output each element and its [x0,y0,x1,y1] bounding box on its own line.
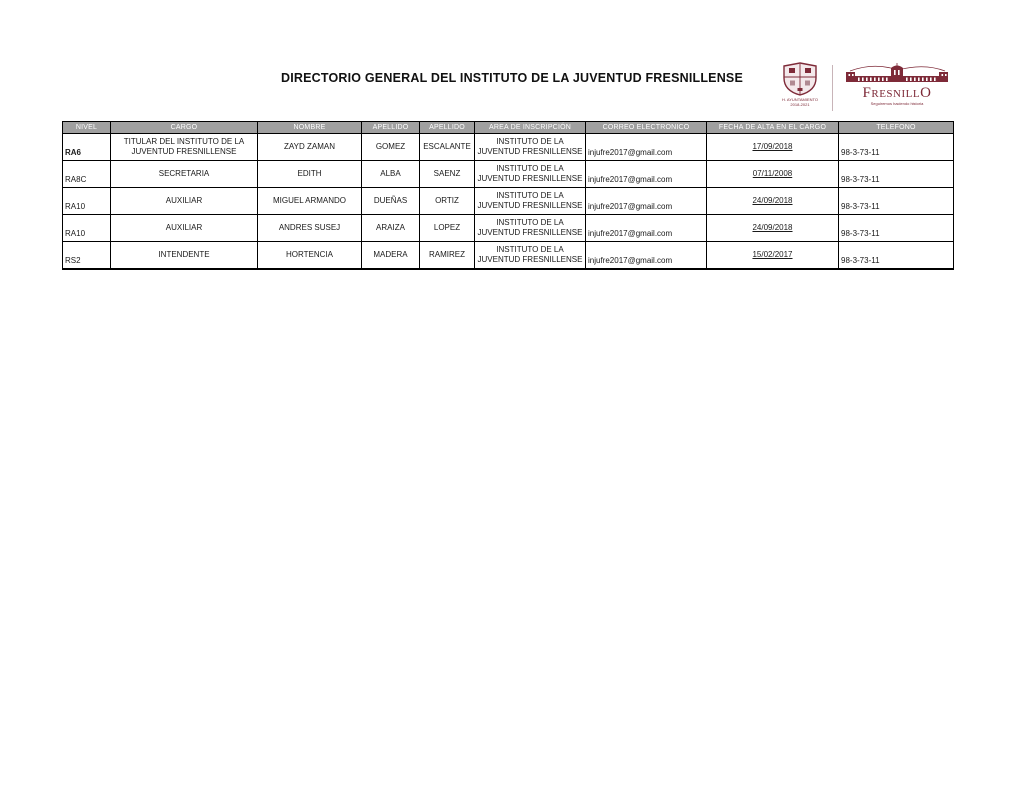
table-row [63,215,954,242]
cell-correo: injufre2017@gmail.com [586,215,707,242]
cell-apellido-materno: ESCALANTE [420,134,475,161]
header-row [63,122,954,134]
cell-nombre: EDITH [258,161,362,188]
fresnillo-tagline: Seguiremos haciendo historia [870,101,924,106]
cell-apellido-paterno: ARAIZA [362,215,420,242]
cell-apellido-materno: RAMIREZ [420,242,475,270]
cell-telefono: 98-3-73-11 [839,134,954,161]
column-header-apellido-paterno: APELLIDO [362,122,420,134]
cell-cargo: AUXILIAR [111,188,258,215]
cell-apellido-paterno: ALBA [362,161,420,188]
cell-correo: injufre2017@gmail.com [586,188,707,215]
cell-nombre: MIGUEL ARMANDO [258,188,362,215]
page-title: DIRECTORIO GENERAL DEL INSTITUTO DE LA JUVENTUD FRESNILLENSE [280,71,744,85]
cell-apellido-paterno: DUEÑAS [362,188,420,215]
cell-correo: injufre2017@gmail.com [586,242,707,270]
cell-fecha: 17/09/2018 [707,134,839,161]
cell-fecha: 07/11/2008 [707,161,839,188]
cell-cargo: AUXILIAR [111,215,258,242]
fresnillo-wordmark [842,85,952,101]
table-row [63,161,954,188]
crest-caption-line1: H. AYUNTAMIENTO [781,97,818,102]
cell-cargo: INTENDENTE [111,242,258,270]
cell-fecha: 15/02/2017 [707,242,839,270]
cell-nombre: HORTENCIA [258,242,362,270]
cell-nombre: ANDRES SUSEJ [258,215,362,242]
cell-fecha: 24/09/2018 [707,188,839,215]
municipal-crest-logo [777,62,823,107]
column-header-correo: CORREO ELECTRONICO [586,122,707,134]
logo-block [777,62,952,111]
column-header-fecha: FECHA DE ALTA EN EL CARGO [707,122,839,134]
cell-correo: injufre2017@gmail.com [586,161,707,188]
cell-area: INSTITUTO DE LA JUVENTUD FRESNILLENSE [475,161,586,188]
directory-table [62,121,954,270]
cell-telefono: 98-3-73-11 [839,188,954,215]
cell-correo: injufre2017@gmail.com [586,134,707,161]
wordmark-middle: RESNILL [871,88,921,100]
column-header-cargo: CARGO [111,122,258,134]
wordmark-initial: F [862,85,872,101]
cell-telefono: 98-3-73-11 [839,242,954,270]
wordmark-final-o: O [920,85,932,101]
cell-apellido-materno: SAENZ [420,161,475,188]
cell-telefono: 98-3-73-11 [839,161,954,188]
column-header-telefono: TELEFONO [839,122,954,134]
cell-area: INSTITUTO DE LA JUVENTUD FRESNILLENSE [475,215,586,242]
column-header-nombre: NOMBRE [258,122,362,134]
cell-area: INSTITUTO DE LA JUVENTUD FRESNILLENSE [475,134,586,161]
cell-cargo: SECRETARIA [111,161,258,188]
cell-fecha: 24/09/2018 [707,215,839,242]
cell-nivel: RA6 [63,134,111,161]
cell-telefono: 98-3-73-11 [839,215,954,242]
column-header-area: AREA DE INSCRIPCIÓN [475,122,586,134]
cell-apellido-materno: ORTIZ [420,188,475,215]
cell-nivel: RS2 [63,242,111,270]
cell-nivel: RA10 [63,188,111,215]
fresnillo-building-icon [844,62,950,84]
cell-apellido-paterno: GOMEZ [362,134,420,161]
cell-nombre: ZAYD ZAMAN [258,134,362,161]
table-row [63,188,954,215]
cell-apellido-paterno: MADERA [362,242,420,270]
crest-caption-line2: 2018-2021 [790,102,810,108]
column-header-apellido-materno: APELLIDO [420,122,475,134]
table-row [63,134,954,161]
column-header-nivel: NIVEL [63,122,111,134]
logo-divider [832,65,833,111]
cell-area: INSTITUTO DE LA JUVENTUD FRESNILLENSE [475,242,586,270]
cell-area: INSTITUTO DE LA JUVENTUD FRESNILLENSE [475,188,586,215]
fresnillo-logo [842,62,952,107]
cell-nivel: RA8C [63,161,111,188]
crest-caption [777,97,823,107]
municipal-crest-icon [781,62,819,96]
cell-apellido-materno: LOPEZ [420,215,475,242]
table-row [63,242,954,270]
cell-nivel: RA10 [63,215,111,242]
cell-cargo: TITULAR DEL INSTITUTO DE LA JUVENTUD FRESNILLENSE [111,134,258,161]
